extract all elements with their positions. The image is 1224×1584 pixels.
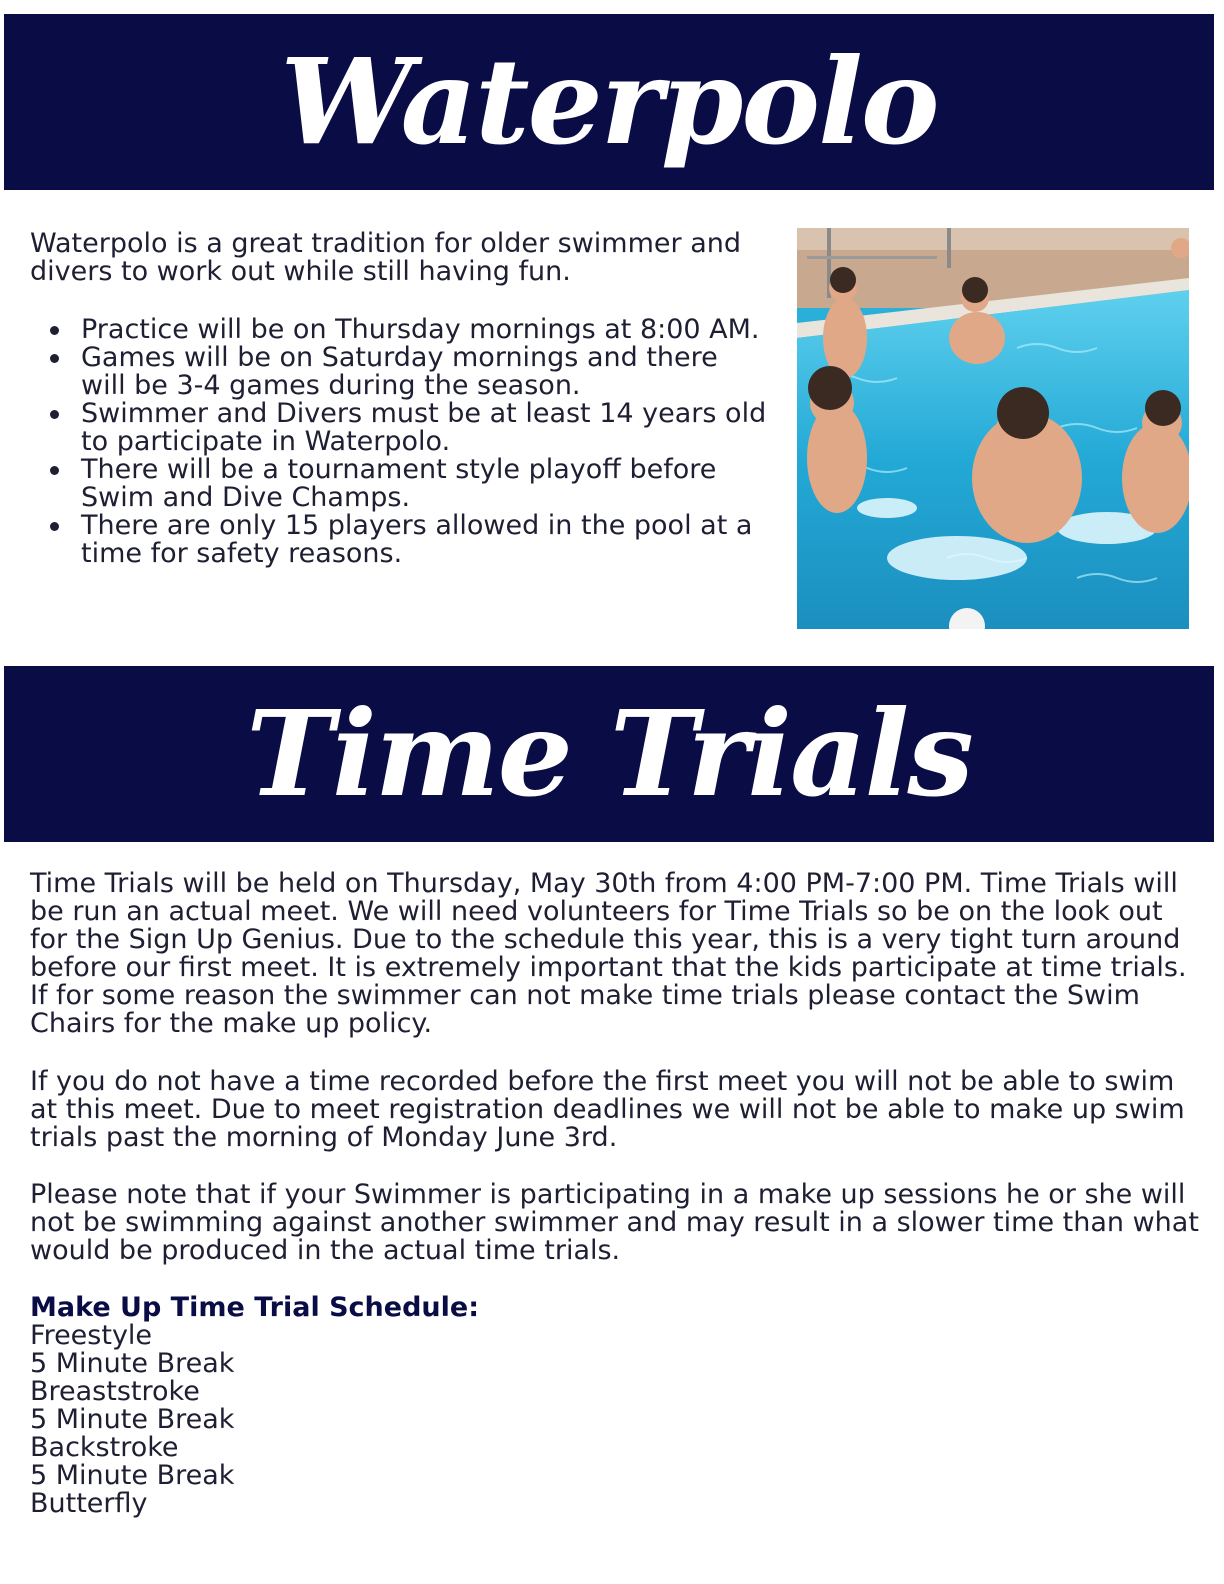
waterpolo-pool-photo <box>797 228 1189 629</box>
makeup-schedule-heading: Make Up Time Trial Schedule: <box>30 1292 479 1323</box>
bullet-age-requirement: Swimmer and Divers must be at least 14 years old to participate in Waterpolo. <box>30 400 770 456</box>
waterpolo-bullet-list <box>30 316 770 568</box>
time-trials-paragraph-1: Time Trials will be held on Thursday, May 30th from 4:00 PM-7:00 PM. Time Trials will be run an actual meet. We will need volunteers for Time Trials so be on the look out for the Sign Up Genius. Due to the schedule this year, this is a very tight turn around before our first meet. It is extremely important that the kids participate at time trials. If for some reason the swimmer can not make time trials please contact the Swim Chairs for the make up policy. <box>30 868 1187 1039</box>
schedule-item-break-1: 5 Minute Break <box>30 1348 235 1379</box>
schedule-item-break-2: 5 Minute Break <box>30 1404 235 1435</box>
schedule-item-backstroke: Backstroke <box>30 1432 179 1463</box>
time-trials-banner <box>4 666 1214 842</box>
time-trials-paragraph-3: Please note that if your Swimmer is participating in a make up sessions he or she will not be swimming against another swimmer and may result in a slower time than what would be produced in the actual time trials. <box>30 1179 1199 1266</box>
bullet-games: Games will be on Saturday mornings and there will be 3-4 games during the season. <box>30 344 770 400</box>
time-trials-title: Time Trials <box>246 684 972 823</box>
schedule-item-butterfly: Butterfly <box>30 1488 148 1519</box>
time-trials-paragraph-2: If you do not have a time recorded before the first meet you will not be able to swim at this meet. Due to meet registration deadlines we will not be able to make up swim trials past the morning of Monday June 3rd. <box>30 1066 1185 1153</box>
waterpolo-banner <box>4 14 1214 190</box>
bullet-player-limit: There are only 15 players allowed in the pool at a time for safety reasons. <box>30 512 770 568</box>
schedule-item-breaststroke: Breaststroke <box>30 1376 200 1407</box>
schedule-item-break-3: 5 Minute Break <box>30 1460 235 1491</box>
makeup-schedule <box>30 1294 1200 1518</box>
bullet-practice: Practice will be on Thursday mornings at 8:00 AM. <box>30 316 770 344</box>
waterpolo-intro: Waterpolo is a great tradition for older swimmer and divers to work out while still having fun. <box>30 228 742 287</box>
waterpolo-title: Waterpolo <box>280 32 938 171</box>
schedule-item-freestyle: Freestyle <box>30 1320 153 1351</box>
bullet-playoff: There will be a tournament style playoff before Swim and Dive Champs. <box>30 456 770 512</box>
